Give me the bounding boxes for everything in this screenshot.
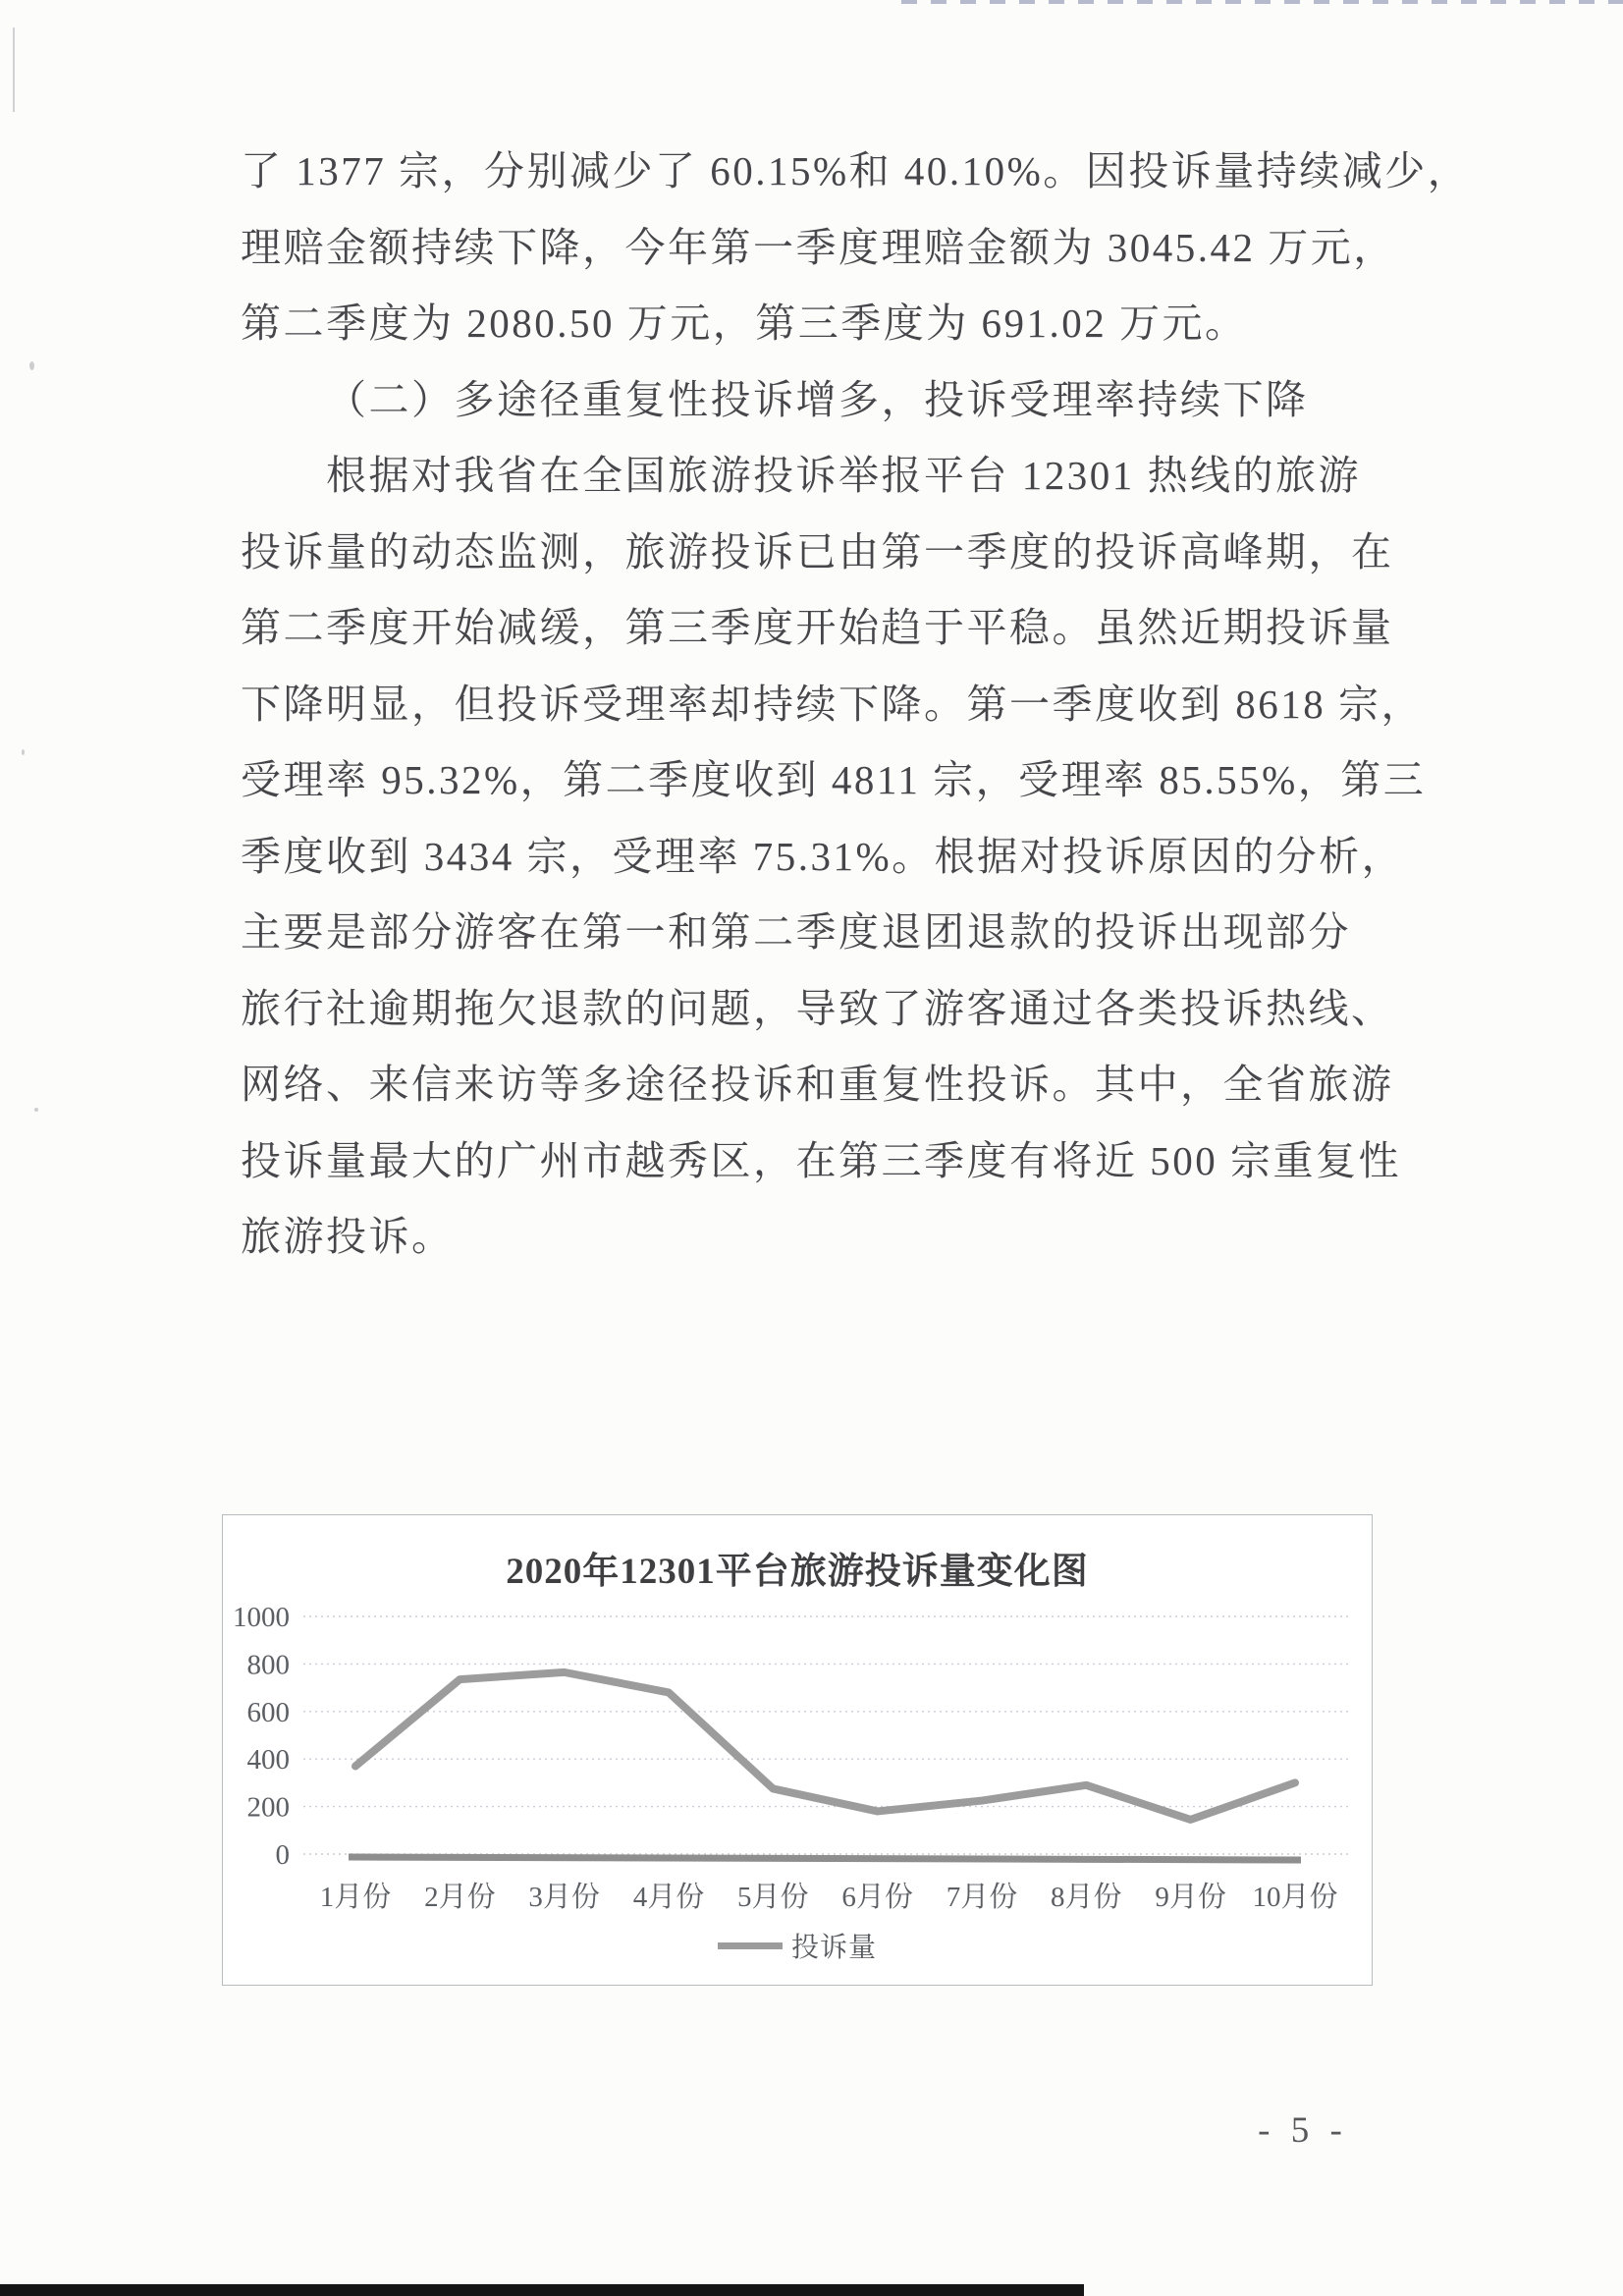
chart-title: 2020年12301平台旅游投诉量变化图: [506, 1552, 1089, 1592]
scan-speck: [29, 361, 34, 370]
chart-plot-area: [223, 1574, 1374, 1923]
scan-artifact-top-edge: [901, 0, 1623, 4]
x-tick-label: 4月份: [632, 1882, 705, 1913]
y-tick-label: 1000: [233, 1602, 290, 1633]
text-line: 受理率 95.32%，第二季度收到 4811 宗，受理率 85.55%，第三: [241, 757, 1427, 802]
body-text-block: [241, 134, 1478, 1276]
section-heading: （二）多途径重复性投诉增多，投诉受理率持续下降: [326, 376, 1309, 422]
text-line: 下降明显，但投诉受理率却持续下降。第一季度收到 8618 宗，: [241, 681, 1424, 727]
scan-speck: [34, 1108, 38, 1112]
y-tick-label: 800: [246, 1649, 290, 1681]
scan-artifact-left-line: [13, 27, 15, 112]
x-tick-label: 6月份: [841, 1882, 913, 1913]
scan-speck: [22, 749, 25, 755]
text-line: 第二季度为 2080.50 万元，第三季度为 691.02 万元。: [241, 301, 1248, 346]
text-line: 第二季度开始减缓，第三季度开始趋于平稳。虽然近期投诉量: [241, 605, 1394, 650]
legend-label: 投诉量: [790, 1933, 877, 1963]
y-tick-label: 0: [275, 1839, 290, 1871]
y-tick-label: 400: [246, 1744, 290, 1777]
y-tick-label: 200: [246, 1791, 290, 1824]
x-tick-label: 3月份: [528, 1882, 600, 1913]
x-tick-label: 10月份: [1252, 1882, 1338, 1913]
text-line: 旅游投诉。: [241, 1214, 455, 1259]
x-tick-label: 5月份: [737, 1882, 809, 1913]
x-tick-label: 8月份: [1051, 1882, 1122, 1913]
x-tick-label: 2月份: [424, 1882, 496, 1913]
y-tick-label: 600: [246, 1696, 290, 1728]
x-tick-label: 7月份: [946, 1882, 1018, 1913]
complaints-line-series: [355, 1672, 1295, 1820]
text-line: 理赔金额持续下降，今年第一季度理赔金额为 3045.42 万元，: [241, 224, 1396, 270]
text-line: 季度收到 3434 宗，受理率 75.31%。根据对投诉原因的分析，: [241, 833, 1405, 879]
text-line: 了 1377 宗，分别减少了 60.15%和 40.10%。因投诉量持续减少，: [241, 148, 1471, 193]
text-line: 投诉量最大的广州市越秀区，在第三季度有将近 500 宗重复性: [241, 1137, 1401, 1183]
page-number: - 5 -: [1258, 2110, 1348, 2151]
legend-line-swatch: [718, 1942, 783, 1949]
complaint-volume-chart: [222, 1514, 1373, 1986]
x-tick-label: 9月份: [1155, 1882, 1226, 1913]
x-axis-line: [349, 1857, 1301, 1860]
scan-artifact-bottom-strip: [0, 2284, 1084, 2296]
text-line: 主要是部分游客在第一和第二季度退团退款的投诉出现部分: [241, 909, 1351, 955]
text-line: 旅行社逾期拖欠退款的问题，导致了游客通过各类投诉热线、: [241, 985, 1394, 1031]
text-line: 投诉量的动态监测，旅游投诉已由第一季度的投诉高峰期，在: [241, 528, 1394, 574]
chart-legend: [223, 1926, 1372, 1965]
text-line: 网络、来信来访等多途径投诉和重复性投诉。其中，全省旅游: [241, 1062, 1394, 1107]
text-line: 根据对我省在全国旅游投诉举报平台 12301 热线的旅游: [326, 453, 1361, 498]
x-tick-label: 1月份: [319, 1882, 392, 1913]
